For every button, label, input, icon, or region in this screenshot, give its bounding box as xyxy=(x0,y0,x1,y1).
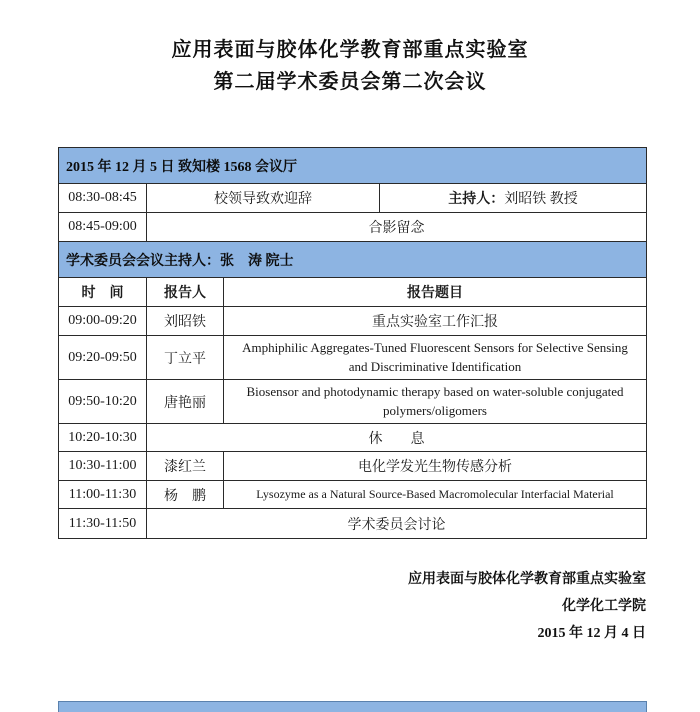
host-cell xyxy=(380,184,646,212)
table-row xyxy=(59,509,646,538)
signature-organization: 应用表面与胶体化学教育部重点实验室 xyxy=(408,572,646,587)
event-cell: 合影留念 xyxy=(368,221,425,236)
speaker-cell: 刘昭铁 xyxy=(147,307,224,335)
table-row xyxy=(59,213,646,242)
column-header-speaker: 报告人 xyxy=(147,278,224,306)
table-row xyxy=(59,307,646,336)
column-header-title: 报告题目 xyxy=(407,286,463,301)
committee-chair-header: 学术委员会会议主持人：张 涛 院士 xyxy=(59,242,646,277)
time-cell: 10:20-10:30 xyxy=(59,424,147,451)
time-cell: 09:50-10:20 xyxy=(59,380,147,423)
session-header: 2015 年 12 月 5 日 致知楼 1568 会议厅 xyxy=(59,148,646,183)
host-label: 主持人： xyxy=(448,192,505,207)
speaker-cell: 丁立平 xyxy=(147,336,224,379)
time-cell: 10:30-11:00 xyxy=(59,452,147,480)
event-cell: 校领导致欢迎辞 xyxy=(147,184,380,212)
table-row xyxy=(59,184,646,213)
time-cell: 08:30-08:45 xyxy=(59,184,147,212)
table-row xyxy=(59,424,646,452)
signature-college: 化学化工学院 xyxy=(562,599,646,614)
signature-block xyxy=(0,566,646,647)
table-row xyxy=(59,242,646,278)
title-cell: Amphiphilic Aggregates-Tuned Fluorescent Sensors for Selective Sensing and Discriminative Identification xyxy=(242,339,628,374)
table-row xyxy=(59,336,646,380)
table-row xyxy=(59,380,646,424)
document-title-line1: 应用表面与胶体化学教育部重点实验室 xyxy=(171,39,529,61)
time-cell: 08:45-09:00 xyxy=(59,213,147,241)
break-cell: 休 息 xyxy=(368,431,425,447)
signature-date: 2015 年 12 月 4 日 xyxy=(537,626,646,641)
document-title xyxy=(0,0,700,98)
title-cell: Lysozyme as a Natural Source-Based Macromolecular Interfacial Material xyxy=(256,487,614,501)
table-row xyxy=(59,481,646,509)
time-cell: 11:30-11:50 xyxy=(59,509,147,538)
title-cell: Biosensor and photodynamic therapy based on water-soluble conjugated polymers/oligomers xyxy=(246,383,624,418)
agenda-table xyxy=(58,147,647,539)
time-cell: 09:00-09:20 xyxy=(59,307,147,335)
discussion-cell: 学术委员会讨论 xyxy=(347,517,446,533)
speaker-cell: 唐艳丽 xyxy=(147,380,224,423)
time-cell: 09:20-09:50 xyxy=(59,336,147,379)
column-header-time: 时 间 xyxy=(59,278,147,306)
column-header-row xyxy=(59,278,646,307)
time-cell: 11:00-11:30 xyxy=(59,481,147,508)
next-table-header-partial xyxy=(58,701,647,712)
document-title-line2: 第二届学术委员会第二次会议 xyxy=(213,71,487,93)
title-cell: 重点实验室工作汇报 xyxy=(372,315,498,330)
host-value: 刘昭铁 教授 xyxy=(504,192,578,207)
speaker-cell: 杨 鹏 xyxy=(147,481,224,508)
table-row xyxy=(59,148,646,184)
table-row xyxy=(59,452,646,481)
title-cell: 电化学发光生物传感分析 xyxy=(358,460,512,475)
speaker-cell: 漆红兰 xyxy=(147,452,224,480)
